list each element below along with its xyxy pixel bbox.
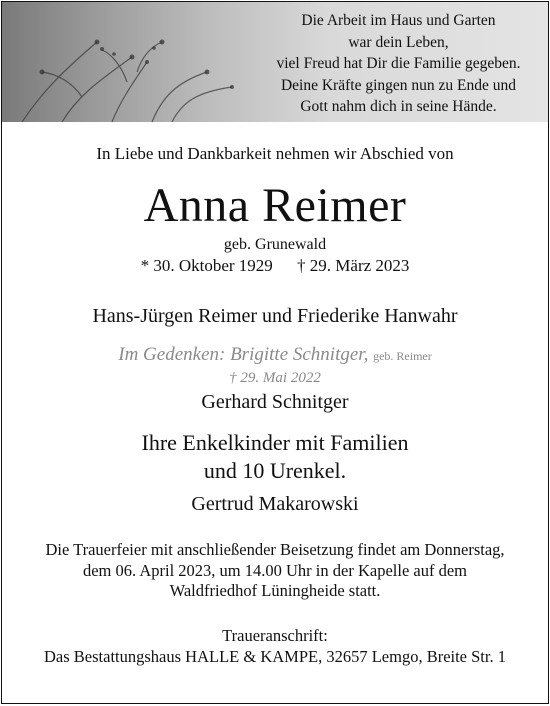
memorial-note: geb. Reimer [373,349,432,363]
obituary-card [1,1,549,704]
family-line: Gerhard Schnitger [201,391,349,413]
header-banner [2,2,548,122]
family-line: und 10 Urenkel. [203,458,347,483]
poem-verse [271,10,526,118]
family-line: Hans-Jürgen Reimer und Friederike Hanwahr [92,305,458,327]
family-grandchildren [2,429,548,485]
poem-line: Die Arbeit im Haus und Garten [301,12,496,29]
poem-line: Deine Kräfte gingen nun zu Ende und [280,76,516,94]
family-line: Gertrud Makarowski [191,493,359,515]
funeral-info [2,540,548,602]
life-dates [2,256,548,276]
poem-line: Gott nahm dich in seine Hände. [300,98,497,115]
memorial-date: † 29. Mai 2022 [229,370,321,386]
birth-date: * 30. Oktober 1929 [140,256,273,275]
family-line: Ihre Enkelkinder mit Familien [141,430,409,455]
funeral-line: Waldfriedhof Lüningheide statt. [169,581,381,600]
grass-silhouette-image [2,2,302,122]
death-date: † 29. März 2023 [297,256,410,275]
address-text: Das Bestattungshaus HALLE & KAMPE, 32657 Lemgo, Breite Str. 1 [44,646,506,666]
poem-line: viel Freud hat Dir die Familie gegeben. [276,55,521,72]
memorial-line [2,344,548,366]
funeral-line: dem 06. April 2023, um 14.00 Uhr in der Kapelle auf dem [82,560,467,580]
address-label: Traueranschrift: [222,626,328,645]
funeral-line: Die Trauerfeier mit anschließender Beisetzung findet am Donnerstag, [45,540,505,559]
mourning-address [2,626,548,667]
birth-name: geb. Grunewald [223,236,327,253]
intro-text: In Liebe und Dankbarkeit nehmen wir Abschied von [96,144,454,163]
poem-line: war dein Leben, [348,33,449,51]
memorial-text: Im Gedenken: Brigitte Schnitger, [118,344,369,365]
deceased-name: Anna Reimer [143,179,407,232]
